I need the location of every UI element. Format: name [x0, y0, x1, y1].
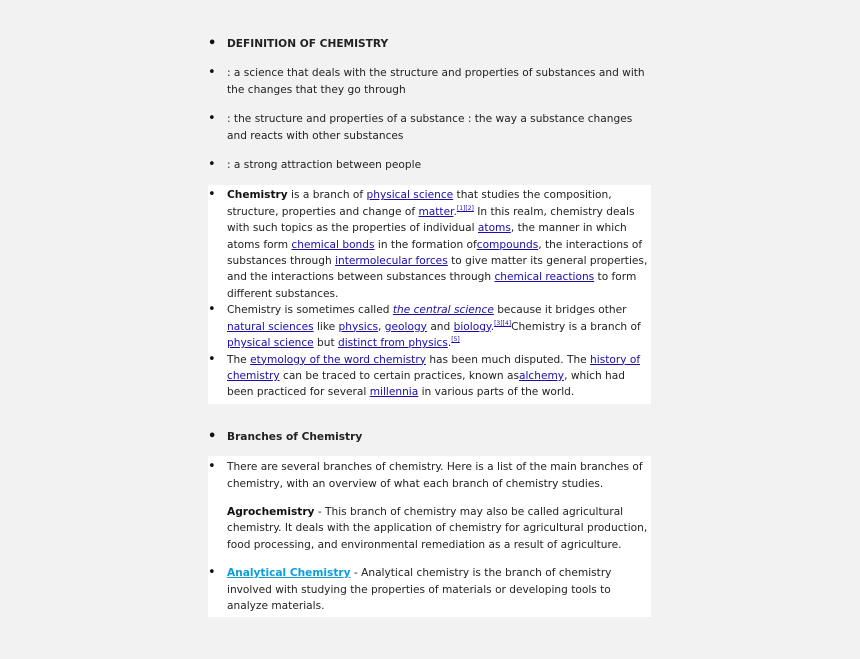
link-atoms[interactable]: atoms [477, 222, 511, 235]
citation[interactable]: [1][2] [456, 204, 474, 212]
analytical-item [208, 565, 651, 614]
text: The [227, 353, 251, 366]
branches-heading: • Branches of Chemistry [208, 429, 651, 445]
citation[interactable]: [5] [451, 336, 460, 344]
text: Chemistry is a branch of [511, 320, 641, 333]
chemistry-overview [208, 185, 651, 403]
link-analytical-chemistry[interactable]: Analytical Chemistry [227, 567, 351, 580]
text: has been much disputed. The [425, 353, 591, 366]
term-agrochemistry: Agrochemistry [227, 505, 315, 518]
definition-item: • : the structure and properties of a substance : the way a substance changes and reacts with other substances [208, 111, 651, 144]
overview-item [208, 352, 651, 401]
link-central-science[interactable]: the central science [392, 304, 494, 317]
link-physics[interactable]: physics [338, 320, 379, 333]
text: Chemistry is sometimes called [227, 304, 393, 317]
text: is a branch of [287, 189, 367, 202]
definition-list [208, 36, 651, 173]
link-natural-sciences[interactable]: natural sciences [227, 320, 314, 333]
text: , the manner in which atoms form [227, 222, 627, 251]
text: but [313, 337, 338, 350]
link-chemical-bonds[interactable]: chemical bonds [291, 238, 375, 251]
overview-item: • Chemistry is a branch of physical science that studies the composition, structure, properties and change of matter.[1][2] In this realm, chemistry deals with such topics as the properties of individual atoms, the manner in which atoms form chemical bonds in the formation ofcompounds, the interactions of substances through intermolecular forces to give matter its general properties, and the interactions between substances through chemical reactions to form different substances. [208, 187, 651, 302]
text: - Analytical chemistry is the branch of chemistry involved with studying the properties of materials or developing tools to analyze materials. [227, 567, 612, 612]
text: - This branch of chemistry may also be called agricultural chemistry. It deals with the application of chemistry for agricultural production, food processing, and environmental remediation as a result of agriculture. [227, 505, 648, 551]
link-matter[interactable]: matter [418, 205, 454, 218]
text: In this realm, chemistry deals with such topics as the properties of individual [227, 205, 635, 235]
text: that studies the composition, structure, properties and change of [227, 189, 612, 218]
link-distinct-from-physics[interactable]: distinct from physics [338, 337, 448, 350]
document [208, 36, 651, 617]
link-intermolecular-forces[interactable]: intermolecular forces [335, 255, 448, 268]
text: . [490, 320, 495, 333]
link-geology[interactable]: geology [384, 320, 427, 333]
text: in various parts of the world. [418, 386, 575, 399]
link-physical-science[interactable]: physical science [366, 189, 454, 202]
link-chemical-reactions[interactable]: chemical reactions [494, 271, 595, 284]
text: can be traced to certain practices, known as [279, 369, 519, 382]
text: and [426, 320, 454, 333]
text: to give matter its general properties, and the interactions between substances through [227, 255, 648, 284]
overview-item [208, 302, 651, 351]
term-chemistry: Chemistry [227, 189, 288, 202]
link-etymology[interactable]: etymology of the word chemistry [250, 353, 426, 366]
text: , which had been practiced for several [227, 369, 625, 399]
text: . [447, 337, 452, 350]
link-alchemy[interactable]: alchemy [518, 369, 565, 382]
text: , [378, 320, 385, 333]
agrochemistry-paragraph [227, 504, 651, 553]
link-history-of-chemistry[interactable]: history of chemistry [227, 353, 641, 382]
text: , the interactions of substances through [227, 238, 643, 268]
definition-item: • : a strong attraction between people [208, 157, 651, 173]
link-compounds[interactable]: compounds [476, 238, 539, 251]
definition-heading: • DEFINITION OF CHEMISTRY [208, 36, 651, 52]
text: to form different substances. [227, 271, 637, 300]
definition-item: • : a science that deals with the structure and properties of substances and with the changes that they go through [208, 65, 651, 98]
link-biology[interactable]: biology [453, 320, 491, 333]
branches-heading-list [208, 429, 651, 445]
branches-intro [208, 459, 651, 553]
text: There are several branches of chemistry. Here is a list of the main branches of chemistry, with an overview of what each branch of chemistry studies. [227, 461, 643, 490]
link-millennia[interactable]: millennia [369, 386, 419, 399]
link-physical-science[interactable]: physical science [227, 337, 314, 350]
text: in the formation of [374, 238, 477, 251]
branches-list [208, 456, 651, 617]
text: like [313, 320, 339, 333]
citation[interactable]: [3][4] [494, 319, 512, 327]
text: because it bridges other [493, 304, 627, 317]
